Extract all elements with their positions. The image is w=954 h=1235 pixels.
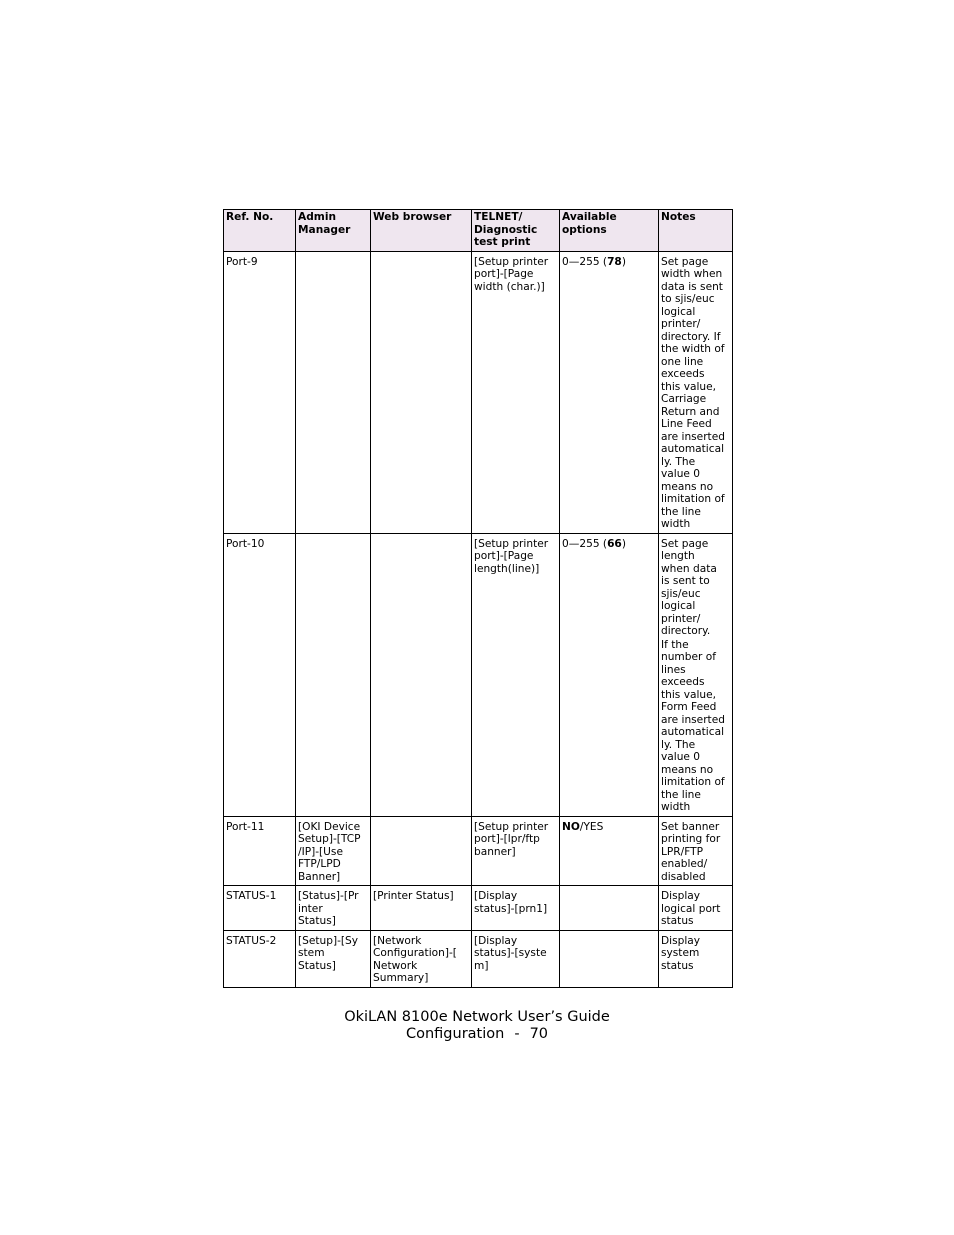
text-line: [Setup printer [474, 537, 549, 550]
text-line: automatical [661, 443, 725, 455]
text-line: this value, [661, 688, 717, 701]
cell-web-browser [371, 930, 472, 987]
text-line: system [661, 947, 700, 959]
text-line: limitation of [661, 493, 725, 505]
text-line: TELNET/ [474, 211, 523, 223]
cell-notes [659, 930, 733, 987]
cell-web-browser [371, 886, 472, 931]
text-line: Return and [661, 405, 720, 418]
text-line: logical port [661, 902, 721, 915]
text-line: Carriage [661, 393, 707, 405]
text-line: Ref. No. [226, 211, 274, 223]
text-line: width when [661, 268, 723, 280]
text-line: status]-[syste [474, 947, 547, 959]
header-admin-manager [296, 210, 371, 252]
cell-admin-manager [296, 816, 371, 886]
text-line: banner] [474, 845, 516, 858]
cell-available-options [560, 886, 659, 931]
text-line: logical [661, 600, 696, 612]
text-line: value 0 [661, 468, 701, 480]
text-line: width [661, 518, 691, 530]
cell-telnet [472, 533, 560, 816]
text-line: port]-[Page [474, 550, 534, 562]
text-line: limitation of [661, 776, 725, 788]
text-line: port]-[Page [474, 268, 534, 280]
text-line: status [661, 915, 694, 927]
text-line: the line [661, 505, 701, 518]
text-line: exceeds [661, 676, 705, 688]
cell-ref-no: STATUS-2 [224, 930, 296, 987]
cell-notes [659, 816, 733, 886]
text-line: printer/ [661, 318, 701, 330]
text-line: exceeds [661, 368, 705, 380]
text-line: disabled [661, 870, 706, 883]
options-suffix: ) [621, 537, 626, 550]
text-line: Configuration]-[ [373, 947, 457, 959]
text-line: test print [474, 236, 531, 248]
text-line: [Network [373, 934, 422, 947]
footer-section-name: Configuration [405, 1026, 505, 1042]
text-line: Available [562, 211, 617, 223]
text-line: means no [661, 763, 714, 776]
text-line: port]-[lpr/ftp [474, 833, 540, 845]
cell-telnet [472, 886, 560, 931]
text-line: one line [661, 355, 704, 368]
text-line: ly. The [661, 455, 696, 468]
text-line: options [562, 223, 607, 236]
text-line: the width of [661, 343, 725, 355]
cell-admin-manager [296, 930, 371, 987]
cell-admin-manager [296, 886, 371, 931]
text-line: [Status]-[Pr [298, 890, 359, 902]
cell-available-options [560, 930, 659, 987]
options-default: NO [562, 820, 580, 833]
table-header-row [224, 210, 733, 252]
footer-page-number: 70 [529, 1026, 549, 1042]
text-line: [OKI Device [298, 820, 361, 833]
text-line: directory. If [661, 330, 721, 343]
cell-ref-no: Port-10 [224, 533, 296, 816]
text-line: is sent to [661, 575, 710, 587]
notes-paragraph [661, 538, 730, 638]
header-telnet [472, 210, 560, 252]
footer-document-title: OkiLAN 8100e Network User’s Guide [344, 1009, 610, 1025]
cell-admin-manager [296, 251, 371, 533]
text-line: Summary] [373, 972, 429, 984]
cell-notes [659, 533, 733, 816]
text-line: Status] [298, 959, 336, 972]
text-line: Set banner [661, 820, 720, 833]
text-line: this value, [661, 380, 717, 393]
text-line: to sjis/euc [661, 293, 715, 305]
text-line: m] [474, 959, 489, 972]
cell-telnet [472, 816, 560, 886]
cell-available-options [560, 533, 659, 816]
table-row [224, 930, 733, 987]
text-line: [Setup printer [474, 255, 549, 268]
options-suffix: ) [621, 255, 626, 268]
cell-available-options [560, 251, 659, 533]
text-line: Web browser [373, 211, 452, 223]
text-line: are inserted [661, 713, 725, 726]
text-line: Set page [661, 537, 709, 550]
text-line: automatical [661, 726, 725, 738]
text-line: length(line)] [474, 562, 540, 575]
text-line: Diagnostic [474, 223, 538, 236]
cell-web-browser [371, 816, 472, 886]
options-default: 66 [607, 537, 622, 550]
cell-telnet [472, 251, 560, 533]
text-line: data is sent [661, 280, 723, 293]
text-line: If the [661, 638, 689, 651]
table-row [224, 251, 733, 533]
text-line: status [661, 959, 694, 972]
cell-notes [659, 886, 733, 931]
text-line: Status] [298, 915, 336, 927]
footer-page-info [0, 1026, 954, 1043]
text-line: /IP]-[Use [298, 845, 343, 858]
text-line: Display [661, 934, 701, 947]
text-line: Setup]-[TCP [298, 833, 361, 845]
table-row [224, 533, 733, 816]
text-line: [Display [474, 890, 518, 902]
text-line: ly. The [661, 738, 696, 751]
text-line: [Setup printer [474, 820, 549, 833]
text-line: Set page [661, 255, 709, 268]
text-line: printing for [661, 833, 721, 845]
text-line: length [661, 550, 695, 562]
text-line: Network [373, 959, 418, 972]
text-line: width (char.)] [474, 280, 545, 293]
cell-available-options [560, 816, 659, 886]
text-line: status]-[prn1] [474, 902, 548, 915]
text-line: lines [661, 663, 686, 676]
text-line: value 0 [661, 751, 701, 763]
text-line: enabled/ [661, 858, 708, 870]
notes-paragraph [661, 639, 730, 814]
text-line: when data [661, 562, 717, 575]
cell-ref-no: Port-11 [224, 816, 296, 886]
text-line: stem [298, 947, 325, 959]
cell-admin-manager [296, 533, 371, 816]
cell-telnet [472, 930, 560, 987]
text-line: Banner] [298, 870, 341, 883]
text-line: the line [661, 788, 701, 801]
text-line: inter [298, 902, 323, 915]
cell-ref-no: STATUS-1 [224, 886, 296, 931]
table-row [224, 816, 733, 886]
table-row [224, 886, 733, 931]
cell-notes [659, 251, 733, 533]
options-suffix: /YES [579, 820, 604, 833]
footer-separator: - [514, 1026, 520, 1042]
text-line: Manager [298, 223, 351, 236]
text-line: number of [661, 651, 716, 663]
text-line: logical [661, 305, 696, 318]
text-line: sjis/euc [661, 587, 701, 600]
text-line: directory. [661, 625, 711, 637]
options-range: 0—255 ( [562, 255, 608, 268]
text-line: Form Feed [661, 701, 717, 713]
text-line: Admin [298, 211, 336, 223]
options-range: 0—255 ( [562, 537, 608, 550]
cell-web-browser [371, 533, 472, 816]
header-ref-no [224, 210, 296, 252]
text-line: width [661, 801, 691, 813]
text-line: [Display [474, 934, 518, 947]
cell-ref-no: Port-9 [224, 251, 296, 533]
options-default: 78 [607, 255, 622, 268]
text-line: Display [661, 890, 701, 902]
cell-web-browser [371, 251, 472, 533]
text-line: [Printer Status] [373, 890, 454, 902]
text-line: Notes [661, 211, 696, 223]
header-available-options [560, 210, 659, 252]
text-line: printer/ [661, 612, 701, 625]
text-line: are inserted [661, 430, 725, 443]
text-line: LPR/FTP [661, 845, 703, 858]
text-line: [Setup]-[Sy [298, 934, 359, 947]
text-line: Line Feed [661, 418, 712, 430]
settings-table [223, 209, 733, 988]
header-web-browser [371, 210, 472, 252]
text-line: means no [661, 480, 714, 493]
text-line: FTP/LPD [298, 858, 341, 870]
header-notes [659, 210, 733, 252]
